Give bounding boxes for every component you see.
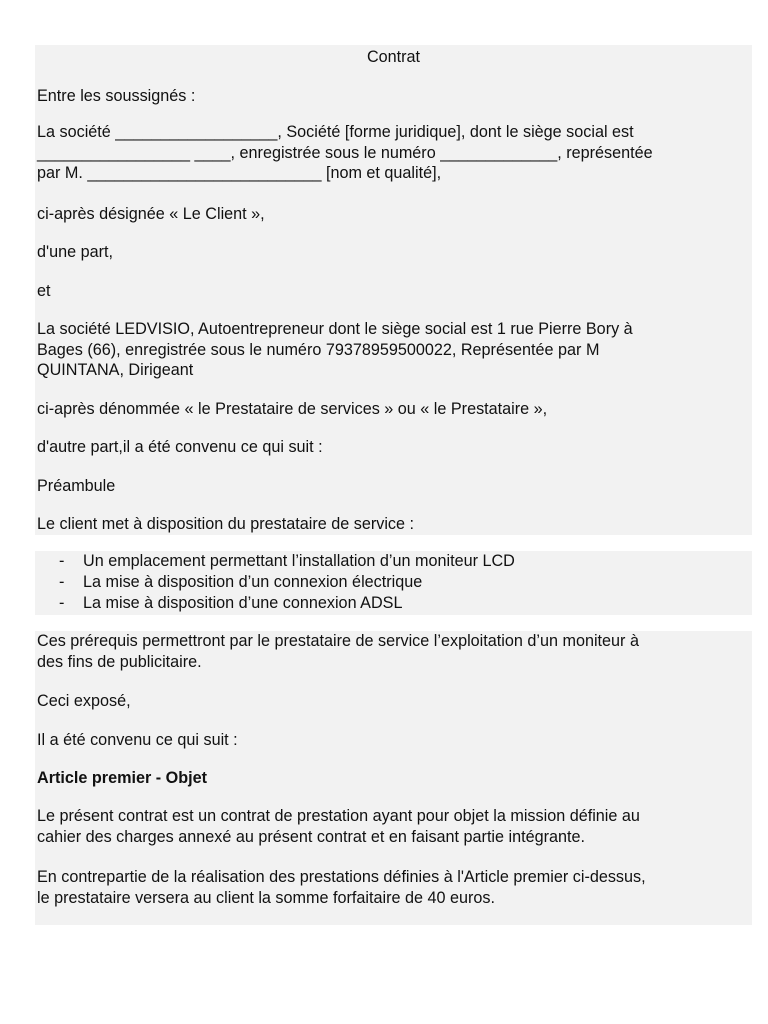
object-paragraph: [37, 806, 748, 847]
list-item-text: La mise à disposition d’un connexion électrique: [83, 572, 423, 591]
bullet-marker: -: [59, 593, 65, 612]
agreement-text: Il a été convenu ce qui suit :: [37, 731, 238, 749]
prerequisites-paragraph: [37, 631, 748, 672]
contract-header-block: [35, 45, 752, 535]
article-heading: Article premier - Objet: [37, 769, 208, 787]
client-paragraph: [37, 122, 748, 184]
document-title: Contrat: [366, 48, 421, 66]
client-line-2: _________________ ____, enregistrée sous le numéro _____________, représentée: [37, 143, 653, 162]
preamble-heading: Préambule: [37, 477, 116, 495]
list-item: [59, 593, 748, 614]
list-item-text: La mise à disposition d’une connexion ADSL: [83, 593, 403, 612]
provider-line-3: QUINTANA, Dirigeant: [37, 361, 194, 379]
preamble-text: Le client met à disposition du prestataire de service :: [37, 515, 415, 533]
provider-line-2: Bages (66), enregistrée sous le numéro 79378959500022, Représentée par M: [37, 340, 600, 359]
whereas-text: Ceci exposé,: [37, 692, 131, 710]
client-designation: ci-après désignée « Le Client »,: [37, 205, 265, 223]
prerequisites-line-2: des fins de publicitaire.: [37, 652, 202, 671]
object-line-2: cahier des charges annexé au présent contrat et en faisant partie intégrante.: [37, 827, 586, 846]
provider-designation: ci-après dénommée « le Prestataire de services » ou « le Prestataire »,: [37, 400, 548, 418]
bullet-marker: -: [59, 572, 65, 591]
payment-paragraph: [37, 867, 748, 908]
object-line-1: Le présent contrat est un contrat de prestation ayant pour objet la mission définie au: [37, 807, 640, 825]
payment-line-2: le prestataire versera au client la somme forfaitaire de 40 euros.: [37, 888, 495, 907]
prerequisites-list: [59, 551, 748, 613]
list-item: [59, 551, 748, 572]
conjunction: et: [37, 282, 51, 300]
list-item: [59, 572, 748, 593]
provider-paragraph: [37, 319, 748, 381]
contract-body-block: [35, 631, 752, 925]
first-party: d'une part,: [37, 243, 113, 261]
bullet-list-block: [35, 551, 752, 615]
client-line-1: La société __________________, Société [forme juridique], dont le siège social est: [37, 123, 634, 141]
list-item-text: Un emplacement permettant l’installation d’un moniteur LCD: [83, 552, 515, 570]
client-line-3: par M. __________________________ [nom et qualité],: [37, 164, 442, 182]
second-party: d'autre part,il a été convenu ce qui suit :: [37, 438, 323, 456]
payment-line-1: En contrepartie de la réalisation des prestations définies à l'Article premier ci-dessus,: [37, 868, 646, 886]
prerequisites-line-1: Ces prérequis permettront par le prestataire de service l’exploitation d’un moniteur à: [37, 632, 639, 650]
provider-line-1: La société LEDVISIO, Autoentrepreneur dont le siège social est 1 rue Pierre Bory à: [37, 320, 633, 338]
parties-intro: Entre les soussignés :: [37, 87, 196, 105]
bullet-marker: -: [59, 552, 65, 570]
